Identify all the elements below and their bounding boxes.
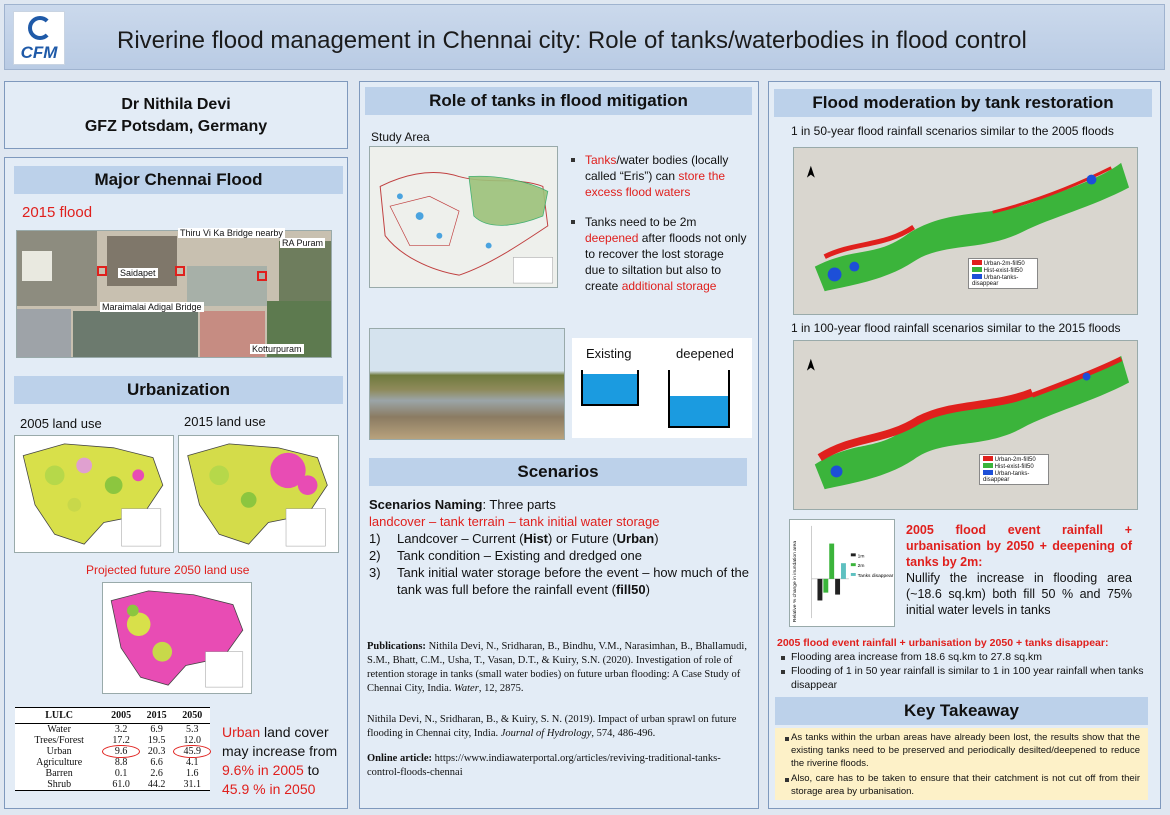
tank-photo [369, 328, 565, 440]
caption-100yr: 1 in 100-year flood rainfall scenarios similar to the 2015 floods [791, 321, 1121, 335]
lulc-table [15, 707, 210, 791]
col-2005: 2005 [103, 708, 139, 724]
svg-text:Tanks disappear: Tanks disappear [857, 573, 894, 579]
table-row [15, 779, 210, 791]
col-2050: 2050 [174, 708, 210, 724]
scenarios-naming: Scenarios Naming: Three parts [369, 497, 556, 512]
table-cell: 9.6 [103, 746, 139, 757]
author-box [4, 81, 348, 149]
table-cell: 8.8 [114, 757, 128, 768]
col-2015: 2015 [139, 708, 175, 724]
result-disappear: 2005 flood event rainfall + urbanisation by 2050 + tanks disappear: Flooding area increase from 18.6 sq.km to 27.8 sq.km Flooding of 1 in 50 year rainfall is similar to 1 in 100 year rainfall when tanks disappear [777, 636, 1153, 692]
photo-label-thiru: Thiru Vi Ka Bridge nearby [180, 228, 283, 238]
svg-text:2m: 2m [857, 564, 865, 570]
table-cell: 19.5 [147, 735, 166, 746]
land-use-map-2050 [102, 582, 252, 694]
publication-2: Nithila Devi, N., Sridharan, B., & Kuiry, S. N. (2019). Impact of urban sprawl on future flooding in Chennai city, India. Journal of Hydrology, 574, 486-496. [367, 714, 737, 739]
table-cell: 45.9 [174, 746, 210, 757]
photo-label-maraimalai: Maraimalai Adigal Bridge [102, 302, 202, 312]
study-area-map [369, 146, 558, 288]
map-2015-label: 2015 land use [184, 414, 266, 429]
table-cell: Water [47, 724, 71, 735]
legend-50yr: Urban-2m-fill50 Hist-exist-fill50 Urban-tanks-disappear [968, 258, 1038, 289]
table-row [15, 757, 210, 768]
photo-label-saidapet: Saidapet [120, 268, 156, 278]
flood-heading: Major Chennai Flood [14, 166, 343, 194]
svg-text:1m: 1m [857, 554, 865, 560]
existing-tank [581, 370, 639, 406]
photo-label-kotturpuram: Kotturpuram [252, 344, 302, 354]
chart-ylabel: Relative % change in inundation area [792, 541, 798, 623]
table-cell: 6.9 [150, 724, 163, 735]
col-lulc: LULC [15, 708, 103, 724]
tanks-bullet-1: Tanks/water bodies (locally called “Eris”) can store the excess flood waters [567, 152, 747, 200]
table-cell: 3.2 [114, 724, 128, 735]
table-cell: 2.6 [150, 768, 163, 779]
table-cell: Agriculture [36, 757, 83, 768]
scenario-item-1: 1) Landcover – Current (Hist) or Future (Urban) [369, 531, 659, 546]
disappear-bullet-1: Flooding area increase from 18.6 sq.km to 27.8 sq.km [777, 650, 1153, 664]
deepened-label: deepened [676, 346, 734, 361]
table-cell: 12.0 [183, 735, 201, 746]
author-affiliation: GFZ Potsdam, Germany [84, 118, 268, 135]
scenario-item-3: 3) Tank initial water storage before the event – how much of the tank was full before the rainfall event (fill50) [369, 565, 749, 597]
existing-label: Existing [586, 346, 632, 361]
poster-title: Riverine flood management in Chennai city: Role of tanks/waterbodies in flood control [117, 27, 1027, 54]
legend-100yr: Urban-2m-fill50 Hist-exist-fill50 Urban-tanks-disappear [979, 454, 1049, 485]
tanks-bullet-2: Tanks need to be 2m deepened after floods not only to recover the lost storage due to siltation but also to create additional storage [567, 214, 747, 294]
takeaway-bullet-1: As tanks within the urban areas have already been lost, the results show that the existing tanks need to be preserved and periodically desilted/deepened to reduce the riverine floods. [781, 731, 1140, 770]
caption-50yr: 1 in 50-year flood rainfall scenarios similar to the 2005 floods [791, 124, 1114, 138]
table-cell: 61.0 [103, 779, 139, 791]
table-row [15, 735, 210, 746]
flood-year-label: 2015 flood [22, 204, 93, 221]
table-row [15, 746, 210, 757]
table-row [15, 724, 210, 736]
photo-label-ra-puram: RA Puram [282, 238, 324, 248]
table-cell: 5.3 [185, 724, 199, 735]
table-cell: Barren [45, 768, 73, 779]
table-cell: 0.1 [114, 768, 128, 779]
flood-photo-collage [16, 230, 332, 358]
flood-map-50yr [793, 147, 1138, 315]
table-header-row [15, 708, 210, 724]
study-area-label: Study Area [371, 130, 430, 144]
inundation-change-chart [789, 519, 895, 627]
poster-header [4, 4, 1165, 70]
tanks-bullets [567, 152, 747, 294]
table-cell: 20.3 [147, 746, 166, 757]
result-deepening: 2005 flood event rainfall + urbanisation by 2050 + deepening of tanks by 2m: Nullify the increase in flooding area (~18.6 sq.km) both fill 50 % and 75% initial water levels in tanks [906, 523, 1132, 617]
table-cell: Shrub [15, 779, 103, 791]
deepened-tank [668, 370, 730, 428]
cfm-logo: CFM [13, 11, 65, 65]
land-use-map-2005 [14, 435, 174, 553]
scenarios-red-line: landcover – tank terrain – tank initial water storage [369, 514, 660, 529]
tanks-heading: Role of tanks in flood mitigation [365, 87, 752, 115]
table-row [15, 768, 210, 779]
table-cell: 1.6 [185, 768, 199, 779]
author-name: Dr Nithila Devi [121, 96, 231, 113]
urban-note: Urban land cover may increase from 9.6% in 2005 to 45.9 % in 2050 [222, 724, 338, 797]
takeaway-bullet-2: Also, care has to be taken to ensure that their catchment is not cut off from their storage area by urbanisation. [781, 772, 1140, 798]
scenarios-heading: Scenarios [369, 458, 747, 486]
online-article[interactable]: Online article: https://www.indiawaterportal.org/articles/reviving-traditional-tanks-control-floods-chennai [367, 753, 721, 778]
takeaway-box [775, 728, 1148, 800]
table-cell: 44.2 [139, 779, 175, 791]
publication-1: Publications: Nithila Devi, N., Sridharan, B., Bindhu, V.M., Narasimhan, B., Bhallamudi, S.M., Bhatt, C.M., Usha, T., Vasan, D.T., & Kuiry, S.N. (2020). Investigation of role of retention storage in tanks (small water bodies) on future urban flooding: A Case Study of Chennai City, India. Water, 12, 2875. [367, 641, 747, 694]
moderation-heading: Flood moderation by tank restoration [774, 89, 1152, 117]
flood-map-100yr [793, 340, 1138, 510]
scenarios-body [369, 496, 749, 598]
table-cell: 31.1 [174, 779, 210, 791]
takeaway-heading: Key Takeaway [775, 697, 1148, 725]
urbanization-heading: Urbanization [14, 376, 343, 404]
future-land-use-label: Projected future 2050 land use [86, 563, 250, 577]
map-2005-label: 2005 land use [20, 416, 102, 431]
table-cell: 4.1 [185, 757, 199, 768]
table-cell: 6.6 [150, 757, 163, 768]
table-cell: Trees/Forest [34, 735, 84, 746]
disappear-bullet-2: Flooding of 1 in 50 year rainfall is similar to 1 in 100 year rainfall when tanks disappear [777, 664, 1153, 692]
scenario-item-2: 2) Tank condition – Existing and dredged one [369, 548, 643, 563]
tank-diagram [572, 338, 752, 438]
land-use-map-2015 [178, 435, 339, 553]
table-cell: Urban [46, 746, 72, 757]
table-cell: 17.2 [112, 735, 130, 746]
